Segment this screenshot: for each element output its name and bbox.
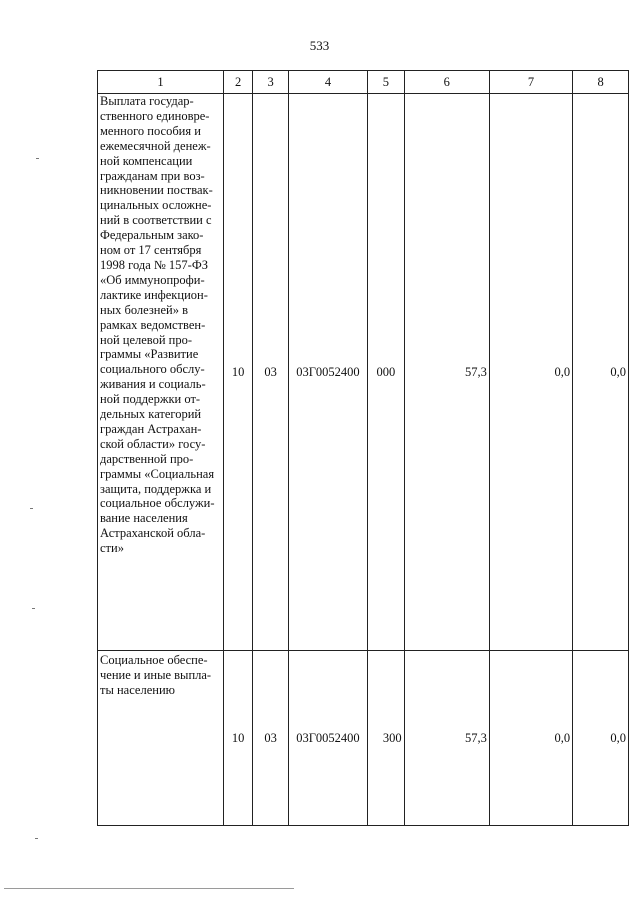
page-number: 533 [309,38,330,53]
budget-table [97,70,629,826]
target-article-code: 03Г0052400 [288,651,367,826]
header-col-6: 6 [404,71,489,94]
amount-col-7: 0,0 [489,651,572,826]
expense-type-code: 300 [368,651,405,826]
scan-artifact [35,838,38,839]
expense-type-code: 000 [368,94,405,651]
row-description: Выплата государ- ственного единовре- менного пособия и ежемесячной денеж- ной компенсации гражданам при воз- никновении поствак- цинальных осложне- ний в соответствии с Федеральным зако- ном от 17 сентября 1998 года № 157-ФЗ «Об иммунопрофи- лактике инфекцион- ных болезней» в рамках ведомствен- ной целевой про- граммы «Развитие социального обслу- живания и социаль- ной поддержки от- дельных категорий граждан Астрахан- ской области» госу- дарственной про- граммы «Социальная защита, поддержка и социальное обслужи- вание населения Астраханской обла- сти» [98,94,224,651]
table-row [98,94,629,651]
header-col-7: 7 [489,71,572,94]
header-col-2: 2 [223,71,252,94]
scan-artifact [30,508,33,509]
header-col-1: 1 [98,71,224,94]
header-col-3: 3 [253,71,289,94]
header-col-5: 5 [368,71,405,94]
scan-artifact [32,608,35,609]
amount-col-6: 57,3 [404,651,489,826]
subsection-code: 03 [253,651,289,826]
scan-artifact [36,158,39,159]
scan-bottom-edge [4,888,294,889]
row-description: Социальное обеспе- чение и иные выпла- ты населению [98,651,224,826]
target-article-code: 03Г0052400 [288,94,367,651]
header-col-4: 4 [288,71,367,94]
header-row [98,71,629,94]
section-code: 10 [223,651,252,826]
section-code: 10 [223,94,252,651]
subsection-code: 03 [253,94,289,651]
table-row [98,651,629,826]
amount-col-8: 0,0 [573,94,629,651]
amount-col-8: 0,0 [573,651,629,826]
header-col-8: 8 [573,71,629,94]
amount-col-7: 0,0 [489,94,572,651]
amount-col-6: 57,3 [404,94,489,651]
